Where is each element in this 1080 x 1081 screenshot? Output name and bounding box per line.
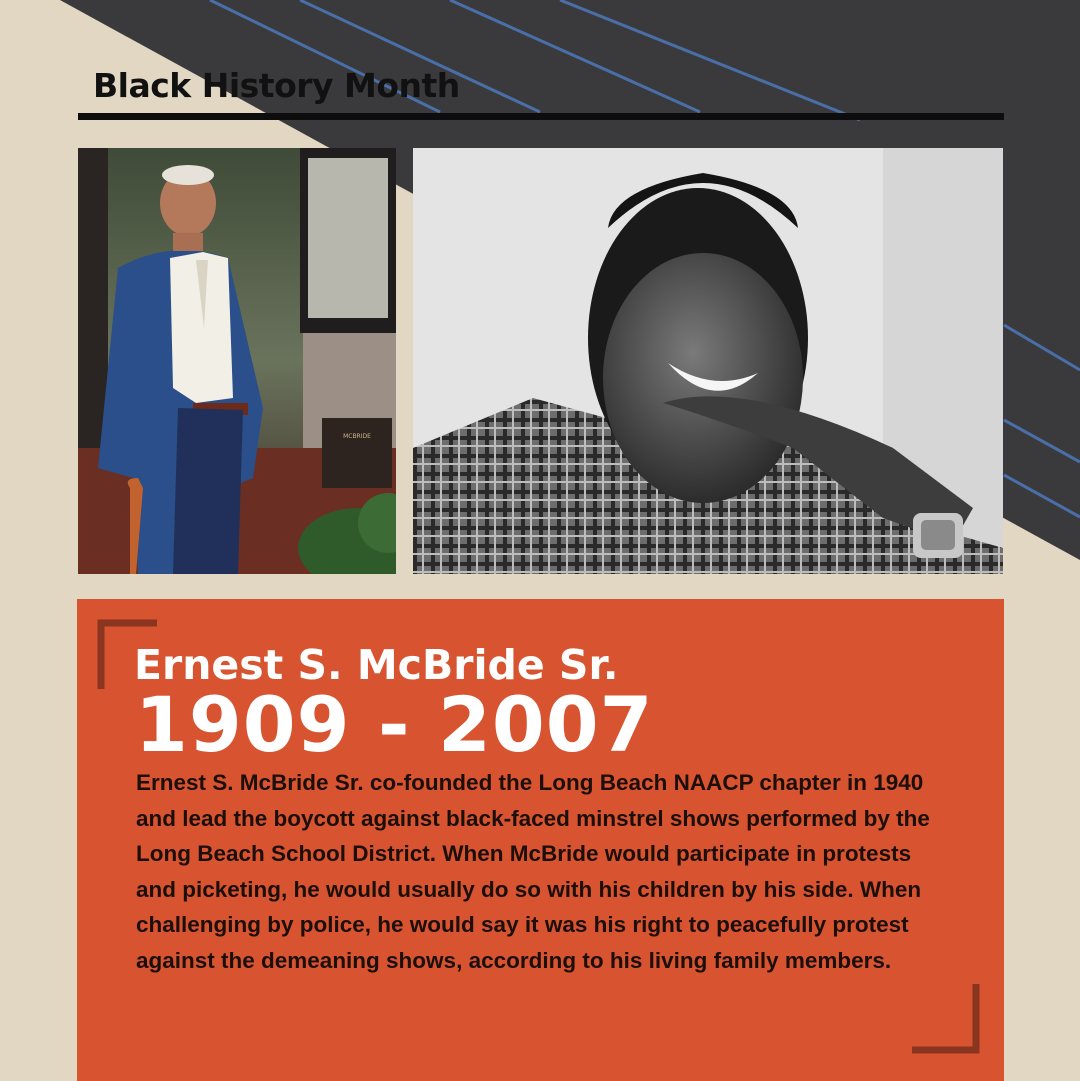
person-name: Ernest S. McBride Sr. <box>134 641 619 689</box>
black-and-white-photo-image <box>413 148 1003 574</box>
header-divider <box>78 113 1004 120</box>
life-years: 1909 - 2007 <box>135 680 654 769</box>
biography-text: Ernest S. McBride Sr. co-founded the Long Beach NAACP chapter in 1940 and lead the boycott against black-faced minstrel shows performed by the Long Beach School District. When McBride would participate in protests and picketing, he would usually do so with his children by his side. When challenging by police, he would say it was his right to peacefully protest against the demeaning shows, according to his living family members. <box>136 770 930 973</box>
biography-card <box>77 599 1004 1081</box>
painted-portrait-image <box>78 148 396 574</box>
plaque-text: MCBRIDE <box>343 433 371 440</box>
page-header-title: Black History Month <box>93 66 460 105</box>
corner-bracket-bottom-right <box>912 984 982 1056</box>
